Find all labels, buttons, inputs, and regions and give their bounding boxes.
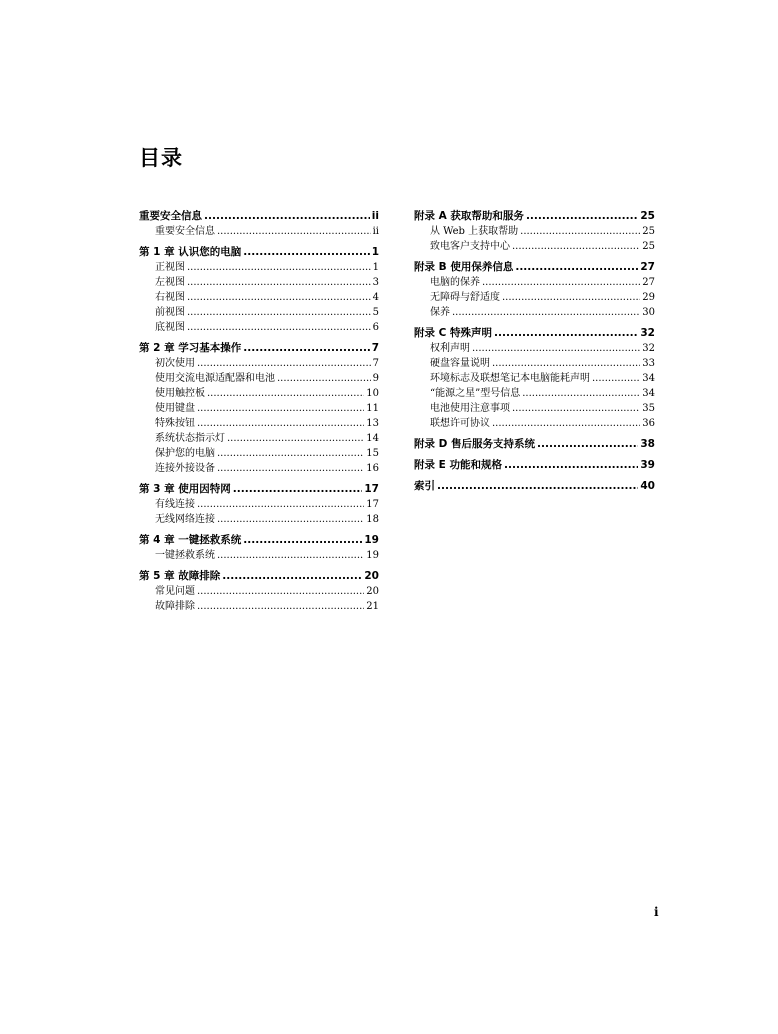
- toc-entry-page: 27: [642, 277, 655, 288]
- toc-subentry[interactable]: [139, 260, 379, 275]
- dot-leader: [217, 224, 371, 239]
- toc-section: [139, 532, 379, 563]
- toc-subentry[interactable]: [139, 446, 379, 461]
- toc-subentry[interactable]: [139, 356, 379, 371]
- toc-section: [414, 325, 655, 431]
- dot-leader: [452, 305, 640, 320]
- toc-entry-label: 初次使用: [155, 358, 195, 369]
- toc-entry-page: 11: [366, 403, 379, 414]
- dot-leader: [207, 386, 364, 401]
- toc-entry-page: 25: [642, 241, 655, 252]
- dot-leader: [492, 416, 640, 431]
- toc-section: [139, 340, 379, 476]
- toc-subentry[interactable]: [139, 320, 379, 335]
- toc-subentry[interactable]: [414, 239, 655, 254]
- dot-leader: [482, 275, 640, 290]
- toc-entry-page: 34: [642, 373, 655, 384]
- toc-left-column: [139, 208, 379, 619]
- toc-entry-page: ii: [372, 226, 379, 237]
- dot-leader: [197, 416, 364, 431]
- toc-entry-label: 连接外接设备: [155, 463, 215, 474]
- toc-subentry[interactable]: [139, 584, 379, 599]
- toc-entry-label: 有线连接: [155, 499, 195, 510]
- toc-entry-label: 附录 E 功能和规格: [414, 459, 502, 471]
- toc-section: [414, 436, 655, 452]
- dot-leader: [243, 244, 369, 260]
- dot-leader: [217, 446, 364, 461]
- toc-subentry[interactable]: [414, 341, 655, 356]
- toc-entry-label: 电池使用注意事项: [430, 403, 510, 414]
- toc-subentry[interactable]: [139, 548, 379, 563]
- page-title: 目录: [139, 146, 183, 170]
- toc-entry-label: 前视图: [155, 307, 185, 318]
- dot-leader: [504, 457, 638, 473]
- dot-leader: [217, 548, 364, 563]
- toc-entry-page: 19: [366, 550, 379, 561]
- dot-leader: [520, 224, 640, 239]
- toc-entry-page: 17: [366, 499, 379, 510]
- toc-entry-page: 36: [642, 418, 655, 429]
- toc-entry-page: 9: [372, 373, 379, 384]
- toc-entry-label: 一键拯救系统: [155, 550, 215, 561]
- toc-entry-page: 13: [366, 418, 379, 429]
- dot-leader: [187, 260, 371, 275]
- toc-heading[interactable]: [414, 259, 655, 275]
- toc-heading[interactable]: [414, 208, 655, 224]
- toc-section: [139, 244, 379, 335]
- toc-heading[interactable]: [414, 478, 655, 494]
- toc-entry-label: 环境标志及联想笔记本电脑能耗声明: [430, 373, 590, 384]
- toc-entry-page: 35: [642, 403, 655, 414]
- toc-entry-label: 使用交流电源适配器和电池: [155, 373, 275, 384]
- toc-heading[interactable]: [139, 208, 379, 224]
- toc-entry-label: 重要安全信息: [155, 226, 215, 237]
- dot-leader: [217, 461, 364, 476]
- dot-leader: [526, 208, 638, 224]
- dot-leader: [197, 497, 364, 512]
- toc-heading[interactable]: [139, 244, 379, 260]
- toc-entry-label: 无障碍与舒适度: [430, 292, 500, 303]
- toc-entry-label: 索引: [414, 480, 435, 492]
- toc-section: [414, 259, 655, 320]
- toc-entry-page: 20: [366, 586, 379, 597]
- toc-entry-page: 4: [372, 292, 379, 303]
- toc-entry-page: 1: [371, 246, 379, 258]
- dot-leader: [492, 356, 640, 371]
- dot-leader: [204, 208, 370, 224]
- toc-entry-page: 1: [372, 262, 379, 273]
- toc-subentry[interactable]: [139, 401, 379, 416]
- toc-entry-page: ii: [371, 210, 379, 222]
- dot-leader: [494, 325, 638, 341]
- toc-subentry[interactable]: [414, 416, 655, 431]
- dot-leader: [502, 290, 640, 305]
- toc-heading[interactable]: [414, 457, 655, 473]
- toc-section: [139, 481, 379, 527]
- toc-section: [139, 568, 379, 614]
- toc-section: [414, 457, 655, 473]
- toc-entry-page: 16: [366, 463, 379, 474]
- toc-entry-label: 从 Web 上获取帮助: [430, 226, 519, 237]
- toc-subentry[interactable]: [414, 386, 655, 401]
- dot-leader: [227, 431, 364, 446]
- dot-leader: [512, 239, 640, 254]
- dot-leader: [197, 599, 364, 614]
- toc-subentry[interactable]: [139, 512, 379, 527]
- toc-heading[interactable]: [139, 340, 379, 356]
- toc-entry-page: 29: [642, 292, 655, 303]
- toc-entry-page: 33: [642, 358, 655, 369]
- toc-subentry[interactable]: [414, 305, 655, 320]
- toc-subentry[interactable]: [139, 371, 379, 386]
- toc-entry-label: 保养: [430, 307, 450, 318]
- toc-entry-page: 7: [371, 342, 379, 354]
- toc-subentry[interactable]: [139, 497, 379, 512]
- page-number: i: [654, 905, 659, 919]
- toc-right-column: [414, 208, 655, 499]
- toc-entry-page: 34: [642, 388, 655, 399]
- toc-entry-label: 第 3 章 使用因特网: [139, 483, 231, 495]
- toc-heading[interactable]: [139, 568, 379, 584]
- toc-entry-page: 5: [372, 307, 379, 318]
- toc-entry-label: 常见问题: [155, 586, 195, 597]
- toc-entry-label: 特殊按钮: [155, 418, 195, 429]
- toc-subentry[interactable]: [139, 386, 379, 401]
- dot-leader: [187, 290, 371, 305]
- dot-leader: [512, 401, 640, 416]
- dot-leader: [222, 568, 362, 584]
- toc-entry-label: 保护您的电脑: [155, 448, 215, 459]
- toc-entry-page: 38: [640, 438, 655, 450]
- toc-entry-page: 25: [640, 210, 655, 222]
- dot-leader: [187, 320, 371, 335]
- toc-entry-label: 附录 B 使用保养信息: [414, 261, 514, 273]
- toc-subentry[interactable]: [414, 401, 655, 416]
- toc-section: [414, 478, 655, 494]
- toc-subentry[interactable]: [414, 356, 655, 371]
- toc-entry-label: 电脑的保养: [430, 277, 480, 288]
- toc-heading[interactable]: [414, 436, 655, 452]
- dot-leader: [197, 584, 364, 599]
- toc-entry-page: 17: [364, 483, 379, 495]
- toc-subentry[interactable]: [139, 290, 379, 305]
- toc-subentry[interactable]: [139, 416, 379, 431]
- toc-entry-page: 6: [372, 322, 379, 333]
- toc-entry-page: 3: [372, 277, 379, 288]
- dot-leader: [515, 259, 638, 275]
- toc-entry-page: 10: [366, 388, 379, 399]
- toc-entry-page: 32: [642, 343, 655, 354]
- dot-leader: [243, 532, 362, 548]
- toc-section: [139, 208, 379, 239]
- toc-entry-page: 7: [372, 358, 379, 369]
- toc-subentry[interactable]: [414, 224, 655, 239]
- toc-subentry[interactable]: [139, 275, 379, 290]
- toc-heading[interactable]: [139, 532, 379, 548]
- toc-entry-label: 附录 D 售后服务支持系统: [414, 438, 536, 450]
- toc-entry-label: 故障排除: [155, 601, 195, 612]
- toc-entry-page: 21: [366, 601, 379, 612]
- toc-entry-page: 20: [364, 570, 379, 582]
- dot-leader: [187, 275, 371, 290]
- toc-heading[interactable]: [139, 481, 379, 497]
- toc-entry-page: 25: [642, 226, 655, 237]
- toc-entry-page: 18: [366, 514, 379, 525]
- toc-entry-page: 30: [642, 307, 655, 318]
- toc-entry-page: 32: [640, 327, 655, 339]
- toc-entry-label: 联想许可协议: [430, 418, 490, 429]
- toc-section: [414, 208, 655, 254]
- toc-entry-label: 使用键盘: [155, 403, 195, 414]
- dot-leader: [217, 512, 364, 527]
- toc-entry-label: 重要安全信息: [139, 210, 202, 222]
- dot-leader: [437, 478, 638, 494]
- toc-entry-label: 第 2 章 学习基本操作: [139, 342, 242, 354]
- toc-entry-page: 40: [640, 480, 655, 492]
- toc-entry-label: 第 4 章 一键拯救系统: [139, 534, 242, 546]
- toc-entry-label: 左视图: [155, 277, 185, 288]
- dot-leader: [243, 340, 369, 356]
- dot-leader: [187, 305, 371, 320]
- toc-entry-page: 15: [366, 448, 379, 459]
- toc-entry-label: “能源之星”型号信息: [430, 388, 521, 399]
- toc-entry-label: 硬盘容量说明: [430, 358, 490, 369]
- dot-leader: [592, 371, 640, 386]
- toc-subentry[interactable]: [139, 461, 379, 476]
- toc-entry-label: 第 1 章 认识您的电脑: [139, 246, 242, 258]
- toc-subentry[interactable]: [139, 224, 379, 239]
- toc-entry-label: 底视图: [155, 322, 185, 333]
- toc-subentry[interactable]: [414, 275, 655, 290]
- dot-leader: [197, 356, 371, 371]
- toc-subentry[interactable]: [139, 599, 379, 614]
- toc-entry-label: 系统状态指示灯: [155, 433, 225, 444]
- toc-entry-label: 第 5 章 故障排除: [139, 570, 221, 582]
- dot-leader: [277, 371, 371, 386]
- toc-subentry[interactable]: [414, 371, 655, 386]
- toc-entry-label: 使用触控板: [155, 388, 205, 399]
- toc-entry-label: 致电客户支持中心: [430, 241, 510, 252]
- toc-entry-label: 无线网络连接: [155, 514, 215, 525]
- toc-entry-page: 27: [640, 261, 655, 273]
- toc-entry-page: 14: [366, 433, 379, 444]
- toc-entry-label: 正视图: [155, 262, 185, 273]
- toc-entry-label: 右视图: [155, 292, 185, 303]
- dot-leader: [233, 481, 363, 497]
- toc-entry-label: 权利声明: [430, 343, 470, 354]
- toc-entry-page: 19: [364, 534, 379, 546]
- dot-leader: [537, 436, 638, 452]
- toc-entry-page: 39: [640, 459, 655, 471]
- dot-leader: [522, 386, 640, 401]
- toc-subentry[interactable]: [414, 290, 655, 305]
- dot-leader: [472, 341, 640, 356]
- dot-leader: [197, 401, 364, 416]
- toc-subentry[interactable]: [139, 305, 379, 320]
- toc-subentry[interactable]: [139, 431, 379, 446]
- toc-heading[interactable]: [414, 325, 655, 341]
- toc-entry-label: 附录 A 获取帮助和服务: [414, 210, 524, 222]
- toc-entry-label: 附录 C 特殊声明: [414, 327, 493, 339]
